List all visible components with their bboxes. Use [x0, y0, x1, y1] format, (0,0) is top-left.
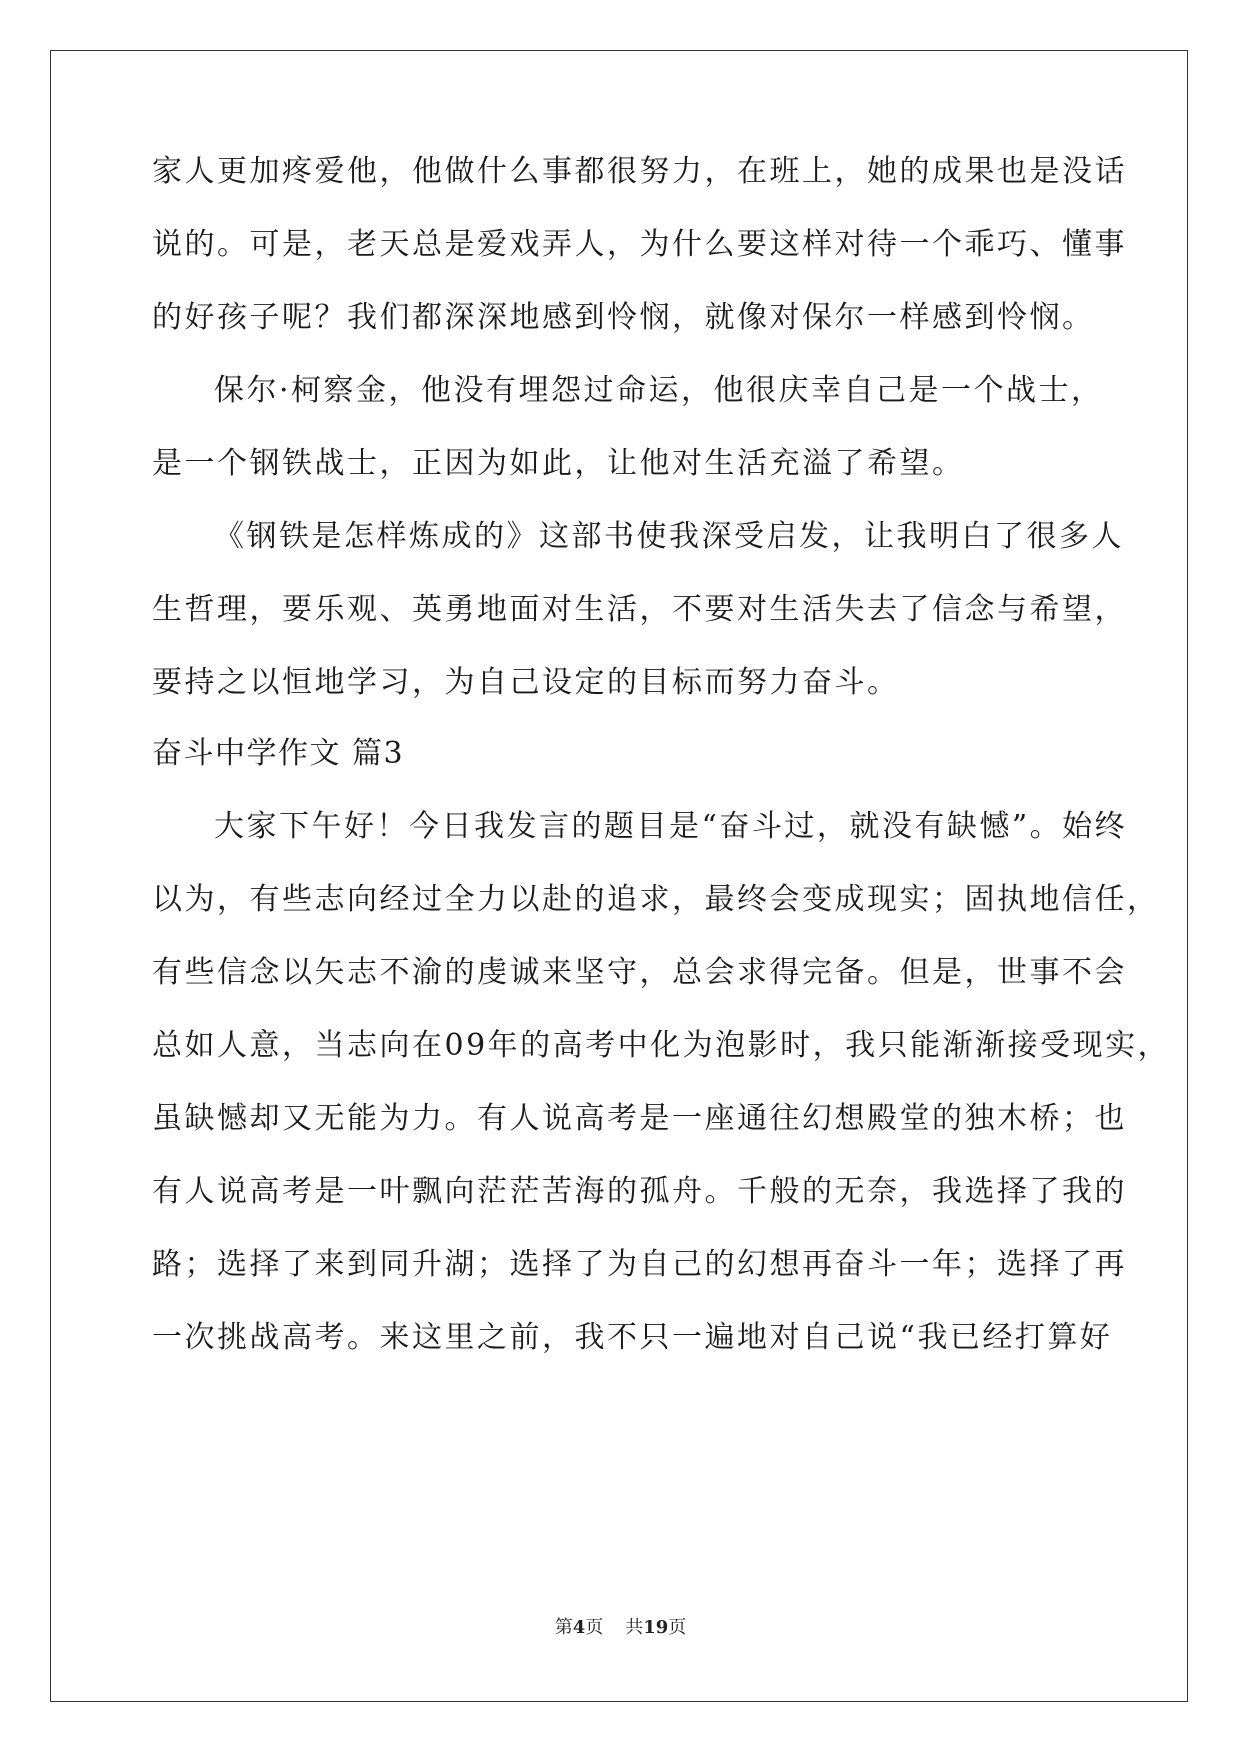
body-text-line: 有人说高考是一叶飘向茫茫苦海的孤舟。千般的无奈，我选择了我的 [152, 1174, 1127, 1209]
current-page-number: 4 [572, 1617, 586, 1638]
body-text-line: 家人更加疼爱他，他做什么事都很努力，在班上，她的成果也是没话 [152, 154, 1127, 189]
body-text-line: 的好孩子呢？我们都深深地感到怜悯，就像对保尔一样感到怜悯。 [152, 300, 1095, 335]
paragraph-first-line: 保尔·柯察金，他没有埋怨过命运，他很庆幸自己是一个战士， [214, 373, 1104, 408]
body-text-line: 要持之以恒地学习，为自己设定的目标而努力奋斗。 [152, 665, 900, 700]
body-text-line: 是一个钢铁战士，正因为如此，让他对生活充溢了希望。 [152, 446, 965, 481]
body-text-line: 有些信念以矢志不渝的虔诚来坚守，总会求得完备。但是，世事不会 [152, 955, 1127, 990]
paragraph-first-line: 大家下午好！今日我发言的题目是“奋斗过，就没有缺憾”。始终 [214, 809, 1128, 844]
body-text-line: 一次挑战高考。来这里之前，我不只一遍地对自己说“我已经打算好 [152, 1320, 1113, 1355]
total-page-count: 19 [643, 1617, 669, 1638]
page-prefix: 第 [554, 1617, 573, 1638]
body-text-line: 生哲理，要乐观、英勇地面对生活，不要对生活失去了信念与希望， [152, 592, 1127, 627]
total-prefix: 共 [625, 1617, 644, 1638]
section-heading: 奋斗中学作文 篇3 [152, 736, 405, 771]
page-unit: 页 [585, 1617, 604, 1638]
paragraph-first-line: 《钢铁是怎样炼成的》这部书使我深受启发，让我明白了很多人 [214, 519, 1124, 554]
total-unit: 页 [668, 1617, 687, 1638]
body-text-line: 以为，有些志向经过全力以赴的追求，最终会变成现实；固执地信任， [152, 882, 1160, 917]
page-number-footer [0, 1617, 1241, 1639]
body-text-line: 路；选择了来到同升湖；选择了为自己的幻想再奋斗一年；选择了再 [152, 1247, 1127, 1282]
body-text-line: 总如人意，当志向在09年的高考中化为泡影时，我只能渐渐接受现实， [152, 1028, 1171, 1063]
body-text-line: 说的。可是，老天总是爱戏弄人，为什么要这样对待一个乖巧、懂事 [152, 227, 1127, 262]
body-text-line: 虽缺憾却又无能为力。有人说高考是一座通往幻想殿堂的独木桥；也 [152, 1101, 1127, 1136]
